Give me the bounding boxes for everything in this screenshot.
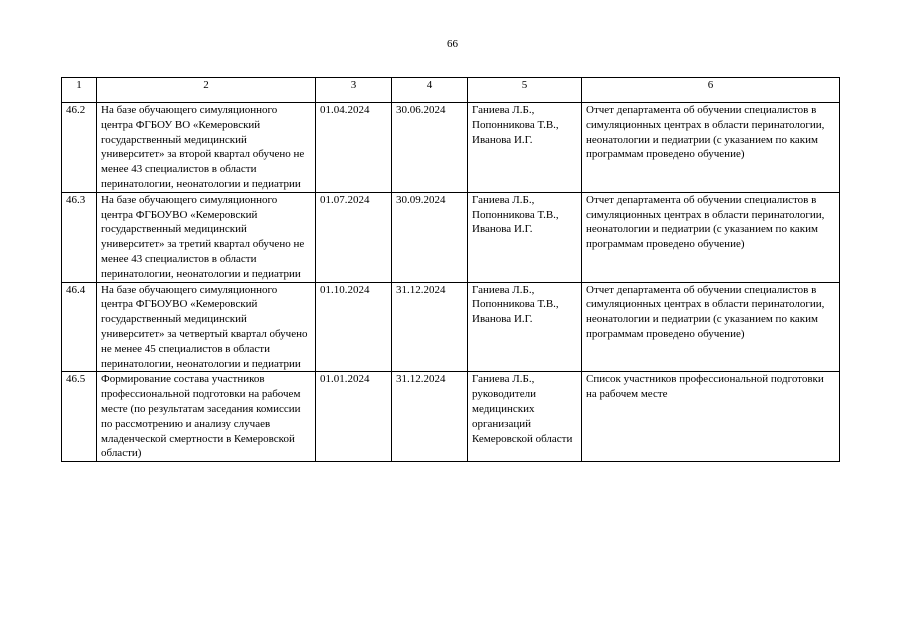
row-responsible: Ганиева Л.Б., Попонникова Т.В., Иванова И.Г. [468,192,582,282]
row-start-date: 01.04.2024 [316,103,392,193]
table-row [62,192,840,282]
row-start-date: 01.10.2024 [316,282,392,372]
row-start-date: 01.01.2024 [316,372,392,462]
row-result: Отчет департамента об обучении специалистов в симуляционных центрах в области перинатологии, неонатологии и педиатрии (с указанием по каким программам проведено обучение) [582,103,840,193]
row-number: 46.2 [62,103,97,193]
header-col-2: 2 [97,78,316,103]
row-end-date: 30.09.2024 [392,192,468,282]
row-number: 46.3 [62,192,97,282]
row-responsible: Ганиева Л.Б., Попонникова Т.В., Иванова И.Г. [468,282,582,372]
row-description: На базе обучающего симуляционного центра ФГБОУВО «Кемеровский государственный медицинский университет» за третий квартал обучено не менее 43 специалистов в области перинатологии, неонатологии и педиатрии [97,192,316,282]
table-row [62,103,840,193]
row-start-date: 01.07.2024 [316,192,392,282]
row-description: Формирование состава участников профессиональной подготовки на рабочем месте (по результатам заседания комиссии по рассмотрению и анализу случаев младенческой смертности в Кемеровской области) [97,372,316,462]
row-end-date: 31.12.2024 [392,372,468,462]
header-row [62,78,840,103]
row-description: На базе обучающего симуляционного центра ФГБОУВО «Кемеровский государственный медицинский университет» за четвертый квартал обучено не менее 45 специалистов в области перинатологии, неонатологии и педиатрии [97,282,316,372]
row-end-date: 31.12.2024 [392,282,468,372]
header-col-3: 3 [316,78,392,103]
row-result: Список участников профессиональной подготовки на рабочем месте [582,372,840,462]
table-row [62,282,840,372]
page-number: 66 [447,38,458,50]
plan-table [61,77,840,462]
header-col-5: 5 [468,78,582,103]
row-end-date: 30.06.2024 [392,103,468,193]
row-result: Отчет департамента об обучении специалистов в симуляционных центрах в области перинатологии, неонатологии и педиатрии (с указанием по каким программам проведено обучение) [582,282,840,372]
row-number: 46.4 [62,282,97,372]
row-description: На базе обучающего симуляционного центра ФГБОУ ВО «Кемеровский государственный медицинский университет» за второй квартал обучено не менее 43 специалистов в области перинатологии, неонатологии и педиатрии [97,103,316,193]
header-col-6: 6 [582,78,840,103]
row-responsible: Ганиева Л.Б., Попонникова Т.В., Иванова И.Г. [468,103,582,193]
row-result: Отчет департамента об обучении специалистов в симуляционных центрах в области перинатологии, неонатологии и педиатрии (с указанием по каким программам проведено обучение) [582,192,840,282]
table-row [62,372,840,462]
row-responsible: Ганиева Л.Б., руководители медицинских организаций Кемеровской области [468,372,582,462]
row-number: 46.5 [62,372,97,462]
header-col-4: 4 [392,78,468,103]
header-col-1: 1 [62,78,97,103]
